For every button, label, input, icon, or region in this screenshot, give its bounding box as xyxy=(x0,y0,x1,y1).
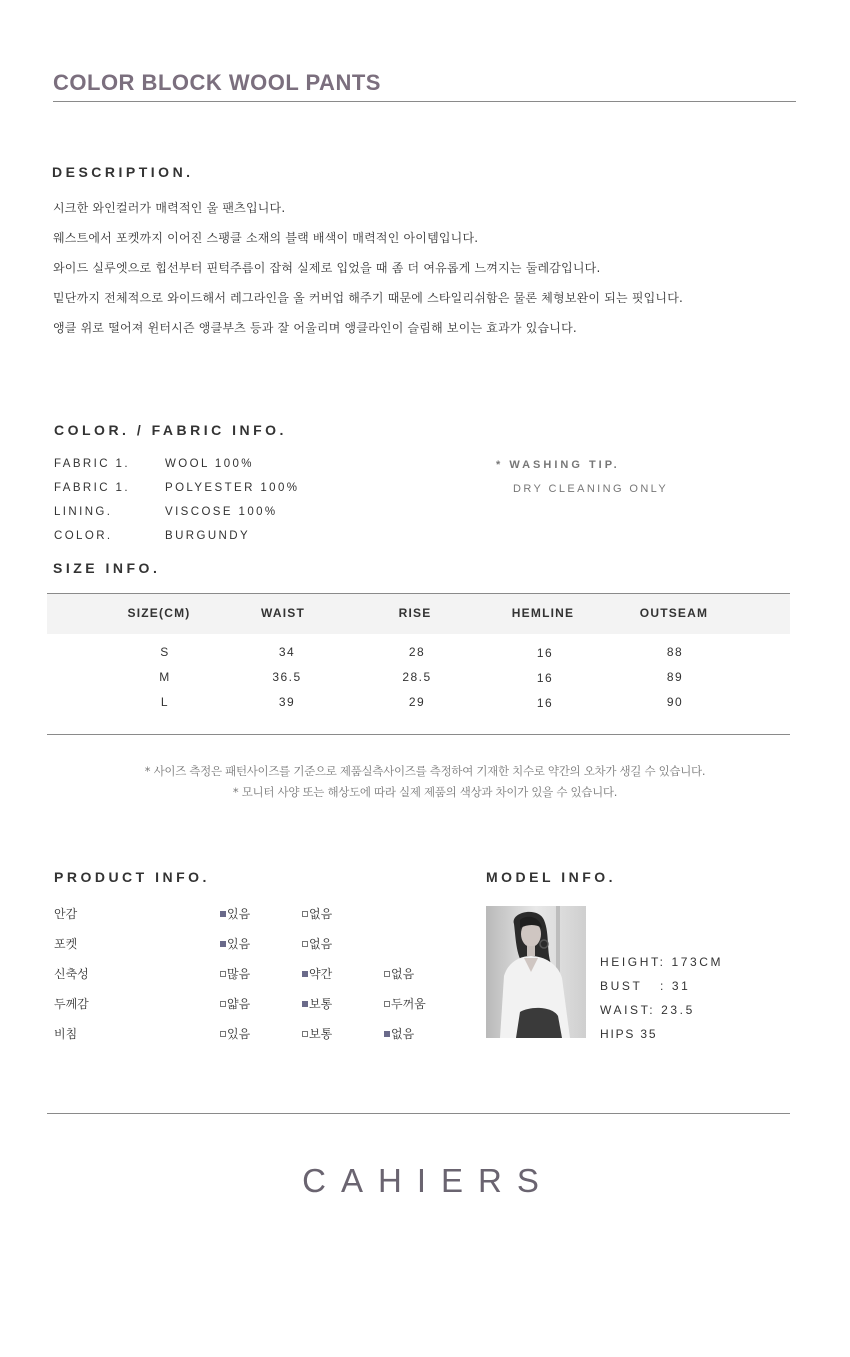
checkbox-empty-icon xyxy=(220,1031,226,1037)
checkbox-checked-icon xyxy=(220,911,226,917)
option-checked xyxy=(220,935,250,952)
option-unchecked xyxy=(384,995,426,1012)
checkbox-empty-icon xyxy=(220,971,226,977)
option-label: 있음 xyxy=(227,937,251,951)
description-line: 시크한 와인컬러가 매력적인 울 팬츠입니다. xyxy=(53,201,286,215)
option-label: 얇음 xyxy=(227,997,251,1011)
sheerness-row-label: 비침 xyxy=(54,1027,78,1041)
table-cell: M xyxy=(159,670,171,684)
outseam-column-header: OUTSEAM xyxy=(639,606,709,620)
description-line: 와이드 실루엣으로 힙선부터 핀턱주름이 잡혀 실제로 입었을 때 좀 더 여유롭게 느껴지는 둘레감입니다. xyxy=(53,261,601,275)
product-heading: PRODUCT INFO. xyxy=(54,869,210,885)
size-note: * 사이즈 측정은 패턴사이즈를 기준으로 제품실측사이즈를 측정하여 기재한 치수로 약간의 오차가 생길 수 있습니다. xyxy=(144,764,706,778)
fabric-label: FABRIC 1. xyxy=(54,482,130,494)
table-cell: 36.5 xyxy=(272,670,302,684)
table-cell: L xyxy=(160,695,170,709)
page-title: COLOR BLOCK WOOL PANTS xyxy=(53,70,381,95)
table-cell: 16 xyxy=(536,696,554,710)
fabric-value: WOOL 100% xyxy=(165,458,254,470)
model-heading: MODEL INFO. xyxy=(486,869,617,885)
size-heading: SIZE INFO. xyxy=(53,560,161,576)
table-cell: 90 xyxy=(666,695,684,709)
model-photo xyxy=(486,906,586,1038)
table-cell: 89 xyxy=(666,670,684,684)
fabric-heading: COLOR. / FABRIC INFO. xyxy=(54,422,287,438)
checkbox-empty-icon xyxy=(302,941,308,947)
description-line: 웨스트에서 포켓까지 이어진 스팽클 소재의 블랙 배색이 매력적인 아이템입니다. xyxy=(53,231,479,245)
color-value: BURGUNDY xyxy=(165,530,251,542)
option-checked xyxy=(384,1025,414,1042)
option-unchecked xyxy=(220,995,250,1012)
option-label: 두꺼움 xyxy=(391,997,426,1011)
monitor-note: * 모니터 사양 또는 해상도에 따라 실제 제품의 색상과 차이가 있을 수 있습니다. xyxy=(232,785,618,799)
option-label: 약간 xyxy=(309,967,333,981)
option-unchecked xyxy=(384,965,414,982)
brand-logo: CAHIERS xyxy=(302,1162,554,1199)
model-bust: BUST : 31 xyxy=(600,979,691,993)
table-cell: 29 xyxy=(408,695,426,709)
washing-tip-heading: * WASHING TIP. xyxy=(496,459,620,471)
model-hips: HIPS 35 xyxy=(600,1027,658,1041)
checkbox-empty-icon xyxy=(302,911,308,917)
checkbox-checked-icon xyxy=(220,941,226,947)
thickness-row-label: 두께감 xyxy=(54,997,89,1011)
table-cell: 39 xyxy=(278,695,296,709)
size-column-header: SIZE(CM) xyxy=(127,606,191,620)
stretch-row-label: 신축성 xyxy=(54,967,89,981)
table-cell: S xyxy=(160,645,170,659)
size-table xyxy=(47,593,790,735)
description-line: 앵클 위로 떨어져 윈터시즌 앵클부츠 등과 잘 어울리며 앵클라인이 슬림해 보이는 효과가 있습니다. xyxy=(53,321,577,335)
hemline-column-header: HEMLINE xyxy=(511,606,575,620)
table-cell: 16 xyxy=(536,671,554,685)
washing-tip-text: DRY CLEANING ONLY xyxy=(513,483,669,495)
table-cell: 34 xyxy=(278,645,296,659)
option-label: 없음 xyxy=(309,907,333,921)
fabric-label: FABRIC 1. xyxy=(54,458,130,470)
option-checked xyxy=(302,965,332,982)
footer-divider xyxy=(47,1113,790,1114)
option-unchecked xyxy=(302,935,332,952)
lining-value: VISCOSE 100% xyxy=(165,506,278,518)
description-heading: DESCRIPTION. xyxy=(52,164,194,180)
table-cell: 28.5 xyxy=(402,670,432,684)
option-unchecked xyxy=(302,905,332,922)
option-unchecked xyxy=(220,965,250,982)
waist-column-header: WAIST xyxy=(261,606,305,620)
checkbox-empty-icon xyxy=(302,1031,308,1037)
checkbox-checked-icon xyxy=(384,1031,390,1037)
lining-label: LINING. xyxy=(54,506,113,518)
checkbox-empty-icon xyxy=(220,1001,226,1007)
model-height: HEIGHT: 173CM xyxy=(600,955,724,969)
option-label: 있음 xyxy=(227,907,251,921)
table-cell: 88 xyxy=(666,645,684,659)
option-label: 보통 xyxy=(309,1027,333,1041)
option-label: 없음 xyxy=(309,937,333,951)
table-cell: 16 xyxy=(536,646,554,660)
pocket-row-label: 포켓 xyxy=(54,937,78,951)
option-label: 많음 xyxy=(227,967,251,981)
rise-column-header: RISE xyxy=(398,606,432,620)
title-divider xyxy=(53,101,796,102)
color-label: COLOR. xyxy=(54,530,113,542)
option-label: 있음 xyxy=(227,1027,251,1041)
option-label: 없음 xyxy=(391,967,415,981)
option-label: 없음 xyxy=(391,1027,415,1041)
table-cell: 28 xyxy=(408,645,426,659)
option-checked xyxy=(302,995,332,1012)
checkbox-checked-icon xyxy=(302,1001,308,1007)
checkbox-empty-icon xyxy=(384,1001,390,1007)
lining-row-label: 안감 xyxy=(54,907,78,921)
checkbox-empty-icon xyxy=(384,971,390,977)
option-unchecked xyxy=(302,1025,332,1042)
option-checked xyxy=(220,905,250,922)
checkbox-checked-icon xyxy=(302,971,308,977)
option-label: 보통 xyxy=(309,997,333,1011)
fabric-value: POLYESTER 100% xyxy=(165,482,300,494)
option-unchecked xyxy=(220,1025,250,1042)
description-line: 밑단까지 전체적으로 와이드해서 레그라인을 올 커버업 해주기 때문에 스타일리쉬함은 물론 체형보완이 되는 핏입니다. xyxy=(53,291,683,305)
model-waist: WAIST: 23.5 xyxy=(600,1003,695,1017)
